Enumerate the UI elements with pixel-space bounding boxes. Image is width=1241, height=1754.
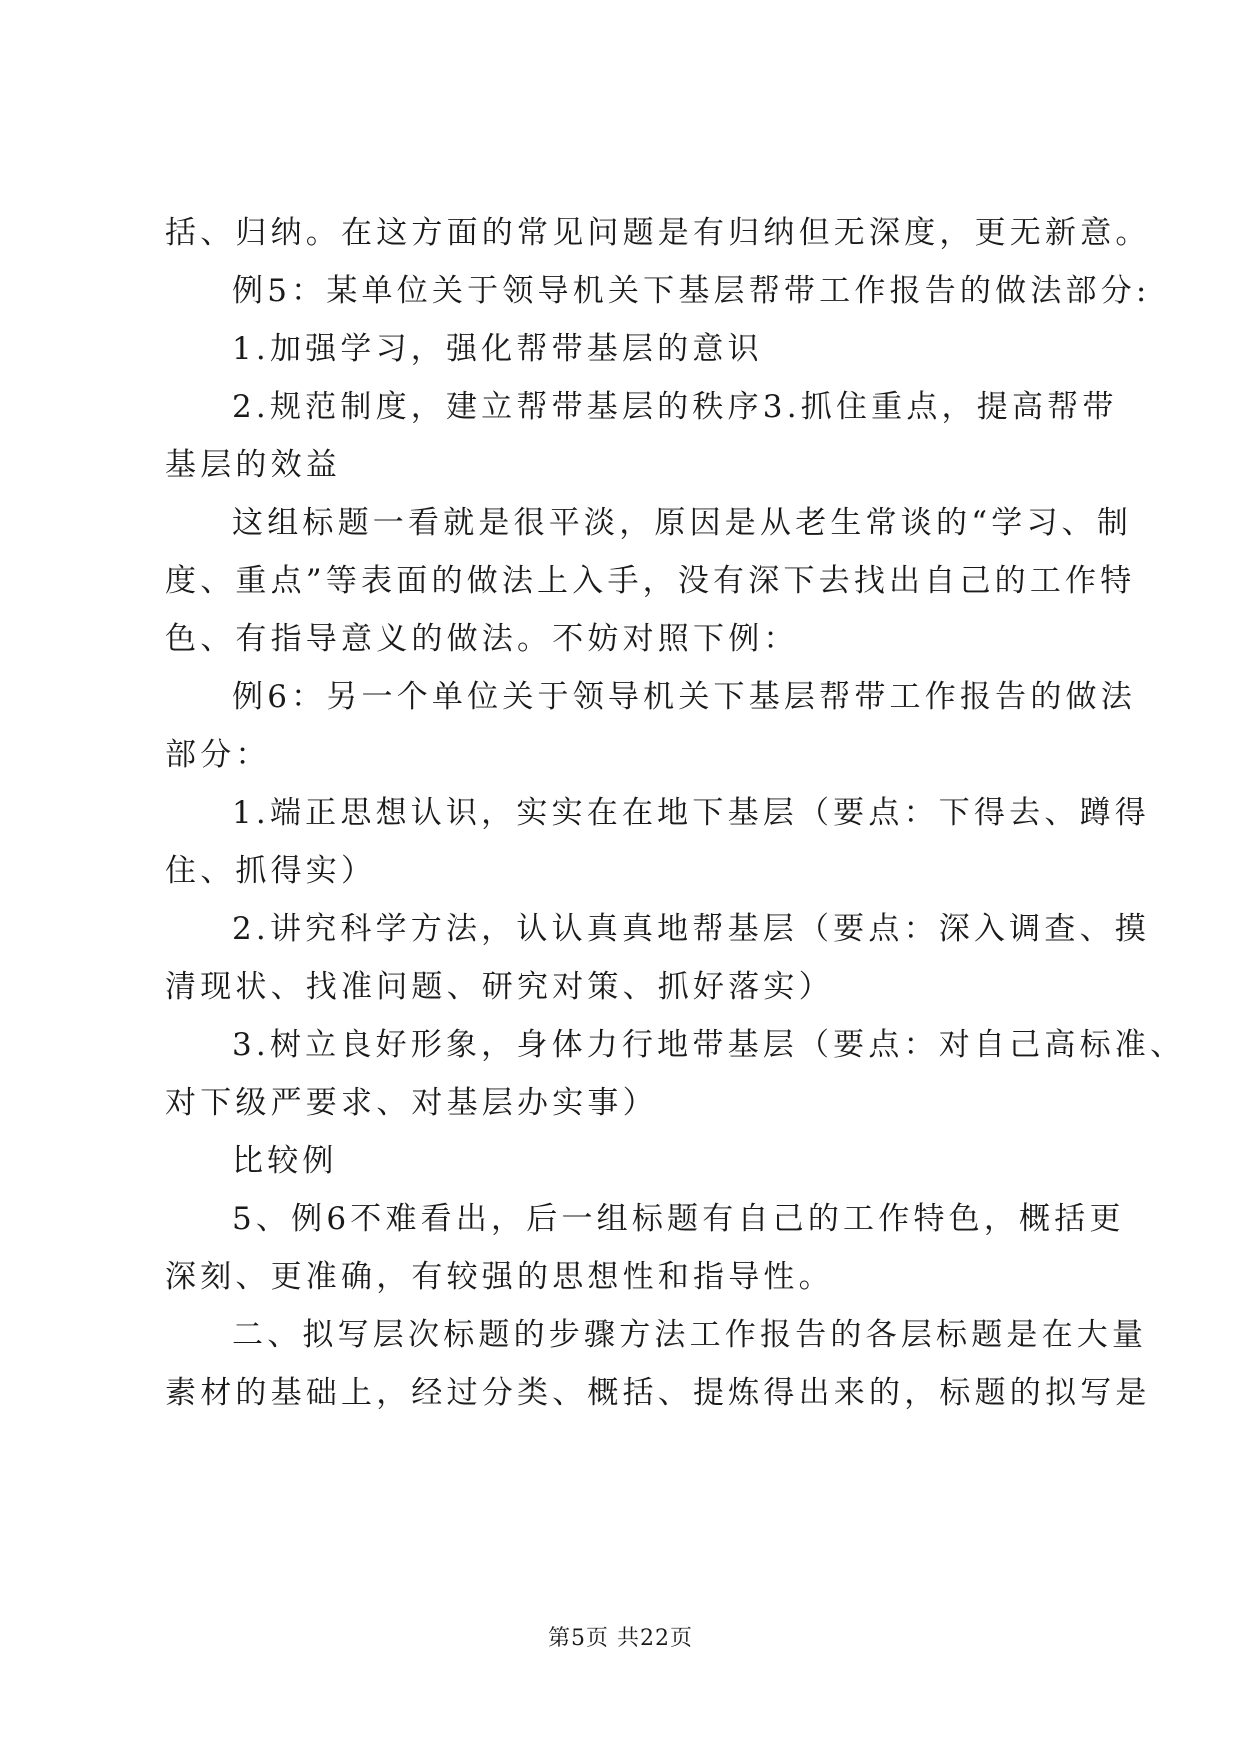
- body-line: 1.端正思想认识，实实在在地下基层（要点：下得去、蹲得: [232, 795, 1150, 831]
- page-number: 第5页 共22页: [548, 1626, 693, 1651]
- body-line: 二、拟写层次标题的步骤方法工作报告的各层标题是在大量: [232, 1317, 1148, 1353]
- body-line: 基层的效益: [165, 447, 341, 483]
- body-line: 例6：另一个单位关于领导机关下基层帮带工作报告的做法: [232, 679, 1136, 715]
- body-line: 例5：某单位关于领导机关下基层帮带工作报告的做法部分:: [232, 273, 1151, 309]
- body-line: 比较例: [232, 1143, 338, 1179]
- body-line: 住、抓得实）: [165, 853, 377, 889]
- body-line: 2.讲究科学方法，认认真真地帮基层（要点：深入调查、摸: [232, 911, 1150, 947]
- body-line: 括、归纳。在这方面的常见问题是有归纳但无深度，更无新意。: [165, 215, 1151, 251]
- body-line: 1.加强学习，强化帮带基层的意识: [232, 331, 763, 367]
- body-line: 素材的基础上，经过分类、概括、提炼得出来的，标题的拟写是: [165, 1375, 1151, 1411]
- body-line: 色、有指导意义的做法。不妨对照下例：: [165, 621, 799, 657]
- body-line: 3.树立良好形象，身体力行地带基层（要点：对自己高标准、: [232, 1027, 1186, 1063]
- body-line: 深刻、更准确，有较强的思想性和指导性。: [165, 1259, 834, 1295]
- body-line: 这组标题一看就是很平淡，原因是从老生常谈的“学习、制: [232, 505, 1133, 541]
- body-line: 对下级严要求、对基层办实事）: [165, 1085, 658, 1121]
- body-line: 度、重点”等表面的做法上入手，没有深下去找出自己的工作特: [165, 563, 1136, 599]
- body-line: 2.规范制度，建立帮带基层的秩序3.抓住重点，提高帮带: [232, 389, 1118, 425]
- body-line: 部分：: [165, 737, 271, 773]
- body-line: 清现状、找准问题、研究对策、抓好落实）: [165, 969, 834, 1005]
- body-line: 5、例6不难看出，后一组标题有自己的工作特色，概括更: [232, 1201, 1125, 1237]
